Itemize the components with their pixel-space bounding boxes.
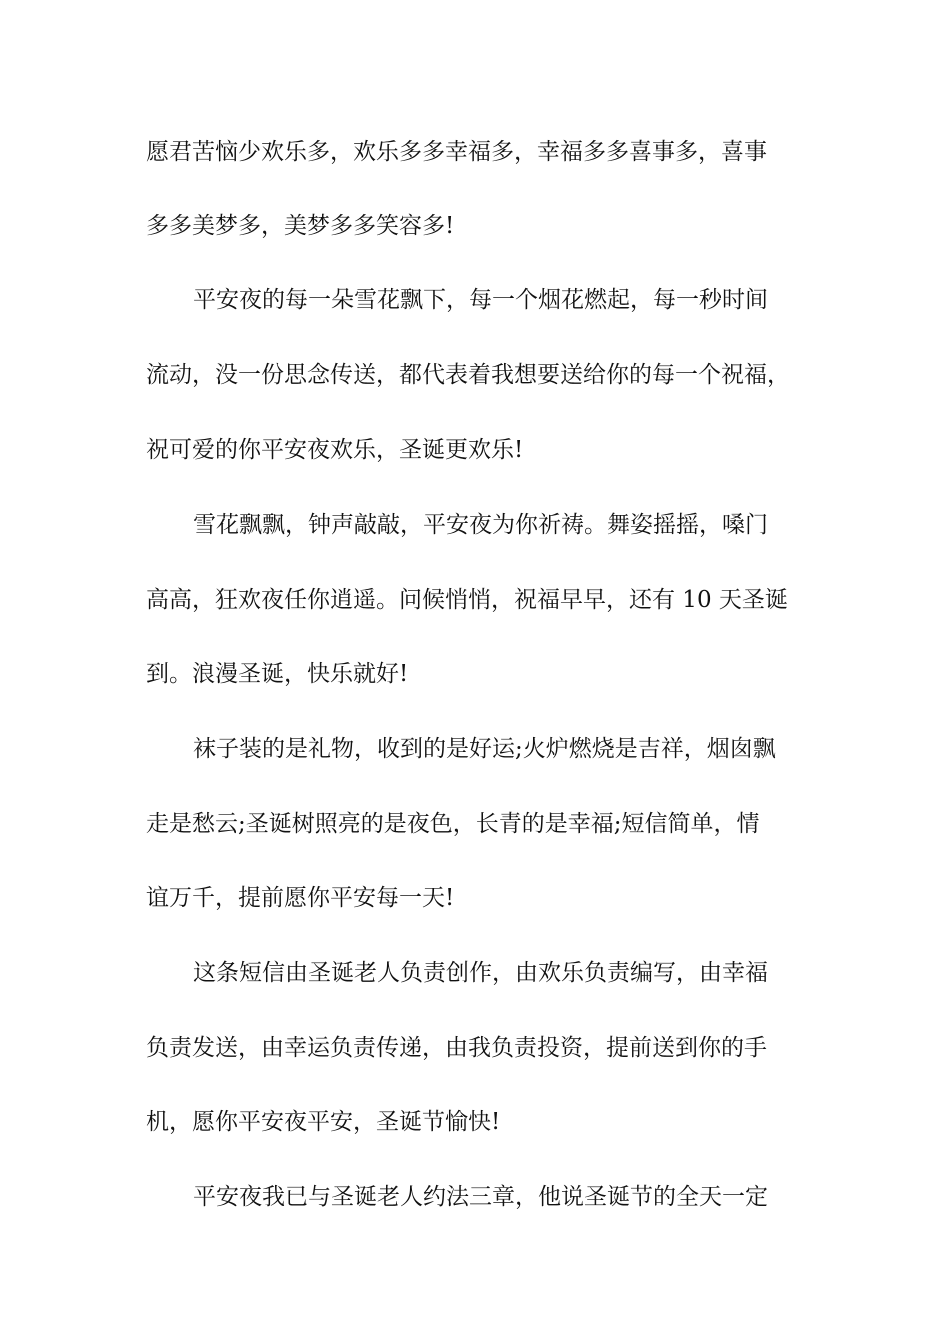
text-line: 机，愿你平安夜平安，圣诞节愉快! bbox=[146, 1109, 501, 1135]
text-line: 谊万千，提前愿你平安每一天! bbox=[146, 885, 455, 911]
text-line: 袜子装的是礼物，收到的是好运;火炉燃烧是吉祥，烟囱飘 bbox=[193, 736, 776, 762]
text-line: 到。浪漫圣诞，快乐就好! bbox=[146, 661, 409, 687]
text-line: 走是愁云;圣诞树照亮的是夜色，长青的是幸福;短信简单，情 bbox=[146, 811, 760, 837]
text-line: 多多美梦多，美梦多多笑容多! bbox=[146, 213, 455, 239]
text-line: 平安夜我已与圣诞老人约法三章，他说圣诞节的全天一定 bbox=[193, 1184, 768, 1210]
text-line: 高高，狂欢夜任你逍遥。问候悄悄，祝福早早，还有 10 天圣诞 bbox=[146, 587, 788, 613]
text-line: 这条短信由圣诞老人负责创作，由欢乐负责编写，由幸福 bbox=[193, 960, 768, 986]
text-line: 祝可爱的你平安夜欢乐，圣诞更欢乐! bbox=[146, 437, 524, 463]
text-line: 平安夜的每一朵雪花飘下，每一个烟花燃起，每一秒时间 bbox=[193, 287, 768, 313]
text-line: 愿君苦恼少欢乐多，欢乐多多幸福多，幸福多多喜事多，喜事 bbox=[146, 139, 767, 165]
text-line: 负责发送，由幸运负责传递，由我负责投资，提前送到你的手 bbox=[146, 1035, 767, 1061]
text-line: 流动，没一份思念传送，都代表着我想要送给你的每一个祝福， bbox=[146, 362, 790, 388]
text-line: 雪花飘飘，钟声敲敲，平安夜为你祈祷。舞姿摇摇，嗓门 bbox=[193, 512, 768, 538]
